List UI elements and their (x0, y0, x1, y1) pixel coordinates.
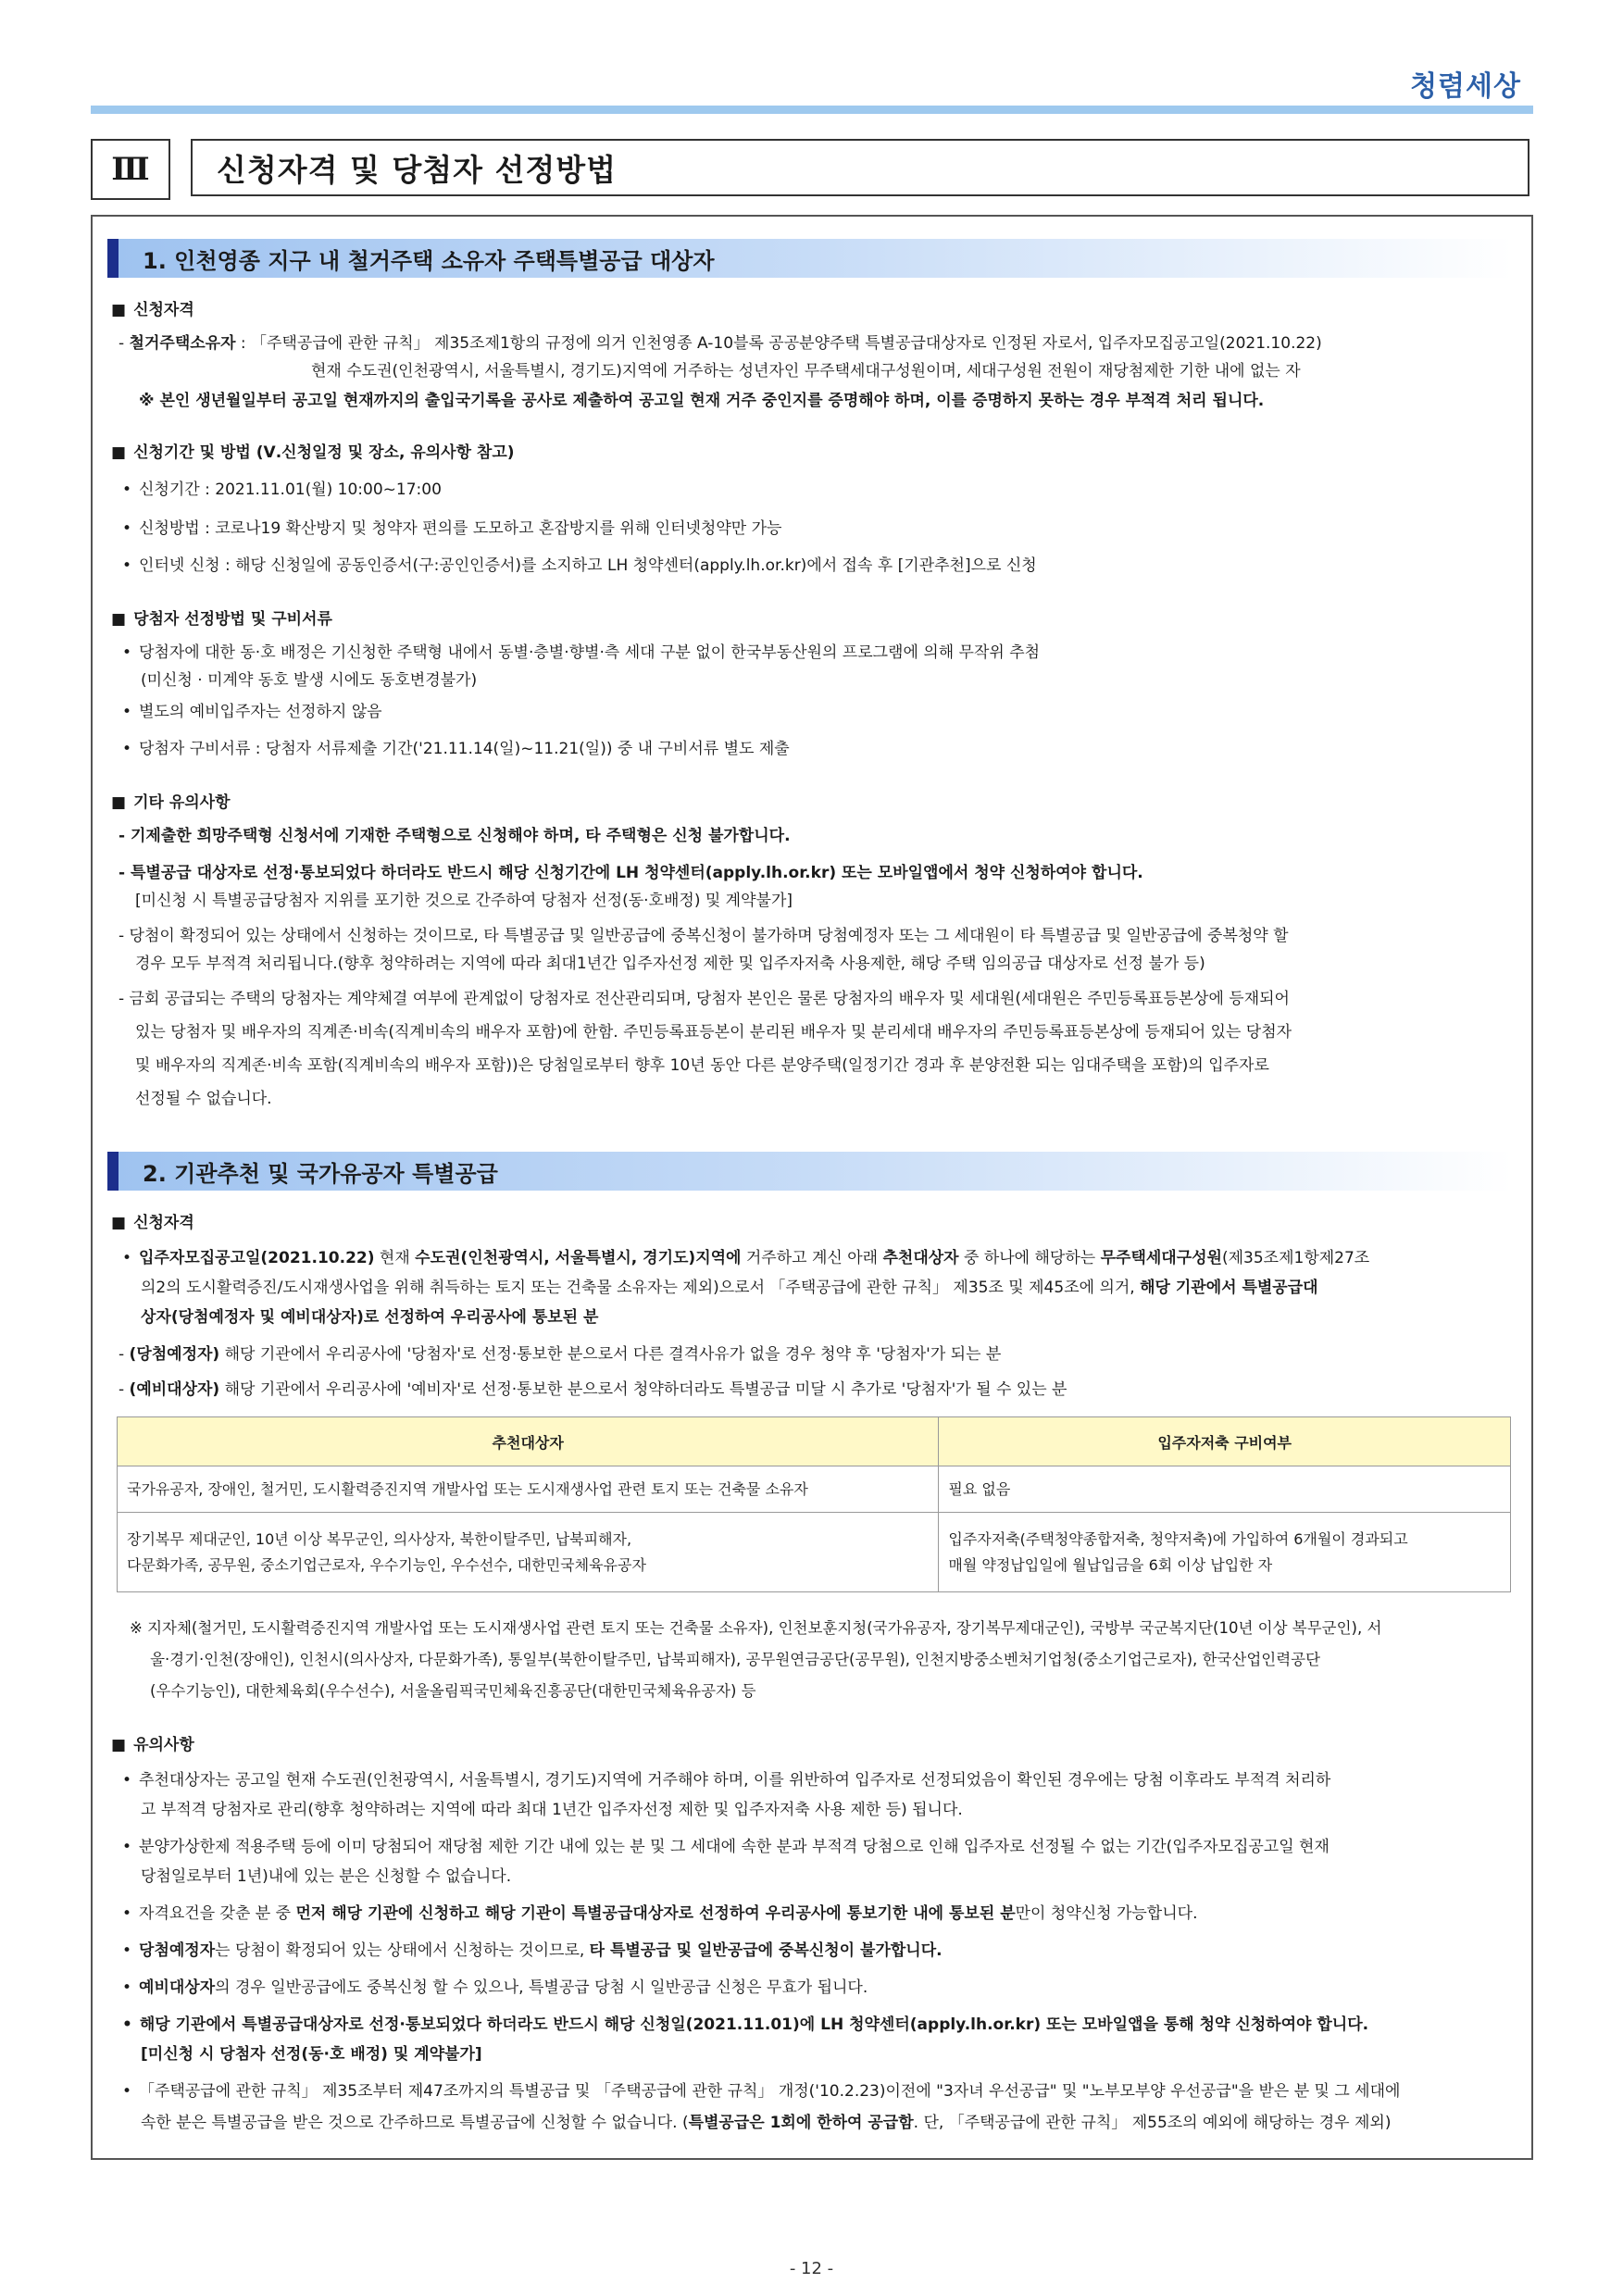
bold-text: 무주택세대구성원 (1100, 1249, 1222, 1267)
bold-text: (예비대상자) (129, 1380, 220, 1399)
s1-note: - 기제출한 희망주택형 신청서에 기재한 주택형으로 신청해야 하며, 타 주택형은 신청 불가합니다. (119, 827, 791, 845)
s1-note-sub: [미신청 시 특별공급당첨자 지위를 포기한 것으로 간주하여 당첨자 선정(동·호배정) 및 계약불가] (135, 892, 793, 910)
text: 만이 청약신청 가능합니다. (1015, 1904, 1198, 1923)
subsection-2-heading (107, 1152, 1513, 1191)
s2-reserve-def: - (예비대상자) 해당 기관에서 우리공사에 '예비자'로 선정·통보한 분으로서 청약하더라도 특별공급 미달 시 추가로 '당첨자'가 될 수 있는 분 (119, 1380, 1067, 1399)
cell-line: 다문화가족, 공무원, 중소기업근로자, 우수기능인, 우수선수, 대한민국체육유공자 (127, 1555, 646, 1574)
s1-period-item: • 신청방법 : 코로나19 확산방지 및 청약자 편의를 도모하고 혼잡방지를 위해 인터넷청약만 가능 (122, 515, 1529, 543)
s2-caution-cont (141, 2109, 1548, 2137)
table-cell (939, 1513, 1511, 1592)
s1-eligibility-label: ■ 신청자격 (111, 296, 1518, 324)
cell-line: 매월 약정납입일에 월납입금을 6회 이상 납입한 자 (948, 1555, 1273, 1574)
text: 중 하나에 해당하는 (958, 1249, 1101, 1267)
text: 자격요건을 갖춘 분 중 (139, 1904, 296, 1923)
s2-caution (122, 1937, 1529, 1965)
s2-caution (122, 1974, 1529, 2002)
text: 속한 분은 특별공급을 받은 것으로 간주하므로 특별공급에 신청할 수 없습니다. ( (141, 2114, 689, 2132)
heading-bar (107, 1152, 119, 1191)
s2-agency-note: ※ 지자체(철거민, 도시활력증진지역 개발사업 또는 도시재생사업 관련 토지 또는 건축물 소유자), 인천보훈지청(국가유공자, 장기복무제대군인), 국방부 국군복지단(10년 이상 복무군인), 서 (130, 1619, 1382, 1637)
s2-caution: • 해당 기관에서 특별공급대상자로 선정·통보되었다 하더라도 반드시 해당 신청일(2021.11.01)에 LH 청약센터(apply.lh.or.kr) 또는 모바일앱을 통해 청약 신청하여야 합니다. (122, 2011, 1529, 2039)
s1-note: - 특별공급 대상자로 선정·통보되었다 하더라도 반드시 해당 신청기간에 LH 청약센터(apply.lh.or.kr) 또는 모바일앱에서 청약 신청하여야 합니다. (119, 864, 1143, 882)
s1-selection-label: ■ 당첨자 선정방법 및 구비서류 (111, 605, 1518, 633)
dash: - (119, 334, 130, 353)
text: 해당 기관에서 우리공사에 '당첨자'로 선정·통보한 분으로서 다른 결격사유가 없을 경우 청약 후 '당첨자'가 되는 분 (219, 1345, 1002, 1364)
s2-caution: • 추천대상자는 공고일 현재 수도권(인천광역시, 서울특별시, 경기도)지역에 거주해야 하며, 이를 위반하여 입주자로 선정되었음이 확인된 경우에는 당첨 이후라도 부적격 처리하 (122, 1766, 1529, 1794)
s1-period-item: • 인터넷 신청 : 해당 신청일에 공동인증서(구:공인인증서)를 소지하고 LH 청약센터(apply.lh.or.kr)에서 접속 후 [기관추천]으로 신청 (122, 552, 1529, 580)
section-header (91, 139, 1533, 200)
s2-eligibility-line-2 (141, 1274, 1548, 1302)
s2-eligibility-line-3: 상자(당첨예정자 및 예비대상자)로 선정하여 우리공사에 통보된 분 (141, 1308, 599, 1327)
s1-period-label: ■ 신청기간 및 방법 (Ⅴ.신청일정 및 장소, 유의사항 참고) (111, 439, 1518, 467)
s1-note: - 당첨이 확정되어 있는 상태에서 신청하는 것이므로, 타 특별공급 및 일반공급에 중복신청이 불가하며 당첨예정자 또는 그 세대원이 타 특별공급 및 일반공급에 중복청약 할 (119, 927, 1289, 945)
s1-note-cont: 선정될 수 없습니다. (135, 1090, 272, 1108)
s2-caution-label: ■ 유의사항 (111, 1731, 1518, 1759)
s1-period-item: • 신청기간 : 2021.11.01(월) 10:00~17:00 (122, 476, 1529, 504)
page-number: - 12 - (789, 2259, 834, 2278)
s2-caution-cont: 당첨일로부터 1년)내에 있는 분은 신청할 수 없습니다. (141, 1867, 512, 1886)
s2-caution-cont: 고 부적격 당첨자로 관리(향후 청약하려는 지역에 따라 최대 1년간 입주자선정 제한 및 입주자저축 사용 제한 등) 됩니다. (141, 1801, 963, 1819)
bold-text: 수도권(인천광역시, 서울특별시, 경기도)지역에 (415, 1249, 742, 1267)
bold-text: 타 특별공급 및 일반공급에 중복신청이 불가합니다. (589, 1941, 943, 1960)
s2-caution: • 분양가상한제 적용주택 등에 이미 당첨되어 재당첨 제한 기간 내에 있는 분 및 그 세대에 속한 분과 부적격 당첨으로 인해 입주자로 선정될 수 없는 기간(입주자모집공고일 현재 (122, 1833, 1529, 1861)
text: . 단, 「주택공급에 관한 규칙」 제55조의 예외에 해당하는 경우 제외) (913, 2114, 1392, 2132)
s1-selection-item: • 별도의 예비입주자는 선정하지 않음 (122, 698, 1529, 726)
logo-text: 청렴세상 (1410, 70, 1521, 103)
logo (1410, 63, 1521, 104)
s2-caution-cont: [미신청 시 당첨자 선정(동·호 배정) 및 계약불가] (141, 2045, 482, 2064)
text: 의 경우 일반공급에도 중복신청 할 수 있으나, 특별공급 당첨 시 일반공급 신청은 무효가 됩니다. (215, 1978, 868, 1997)
table-header: 입주자저축 구비여부 (939, 1417, 1511, 1466)
recommendation-table (117, 1416, 1511, 1592)
s2-agency-note-cont: (우수기능인), 대한체육회(우수선수), 서울올림픽국민체육진흥공단(대한민국체육유공자) 등 (150, 1682, 756, 1700)
bold-text: 먼저 해당 기관에 신청하고 해당 기관이 특별공급대상자로 선정하여 우리공사에 통보기한 내에 통보된 분 (295, 1904, 1016, 1923)
text: 거주하고 계신 아래 (741, 1249, 883, 1267)
top-rule (91, 106, 1533, 114)
s1-selection-item: • 당첨자 구비서류 : 당첨자 서류제출 기간('21.11.14(일)~11.21(일)) 중 내 구비서류 별도 제출 (122, 735, 1529, 763)
text: 는 당첨이 확정되어 있는 상태에서 신청하는 것이므로, (215, 1941, 590, 1960)
s1-eligibility-desc: : 「주택공급에 관한 규칙」 제35조제1항의 규정에 의거 인천영종 A-10블록 공공분양주택 특별공급대상자로 인정된 자로서, 입주자모집공고일(2021.10.22) (235, 334, 1322, 353)
s1-selection-item-sub: (미신청 · 미계약 동호 발생 시에도 동호변경불가) (141, 671, 478, 690)
table-row (118, 1513, 1511, 1592)
s2-caution (122, 1900, 1529, 1928)
subsection-1-title: 1. 인천영종 지구 내 철거주택 소유자 주택특별공급 대상자 (119, 239, 1513, 278)
s2-eligibility-label: ■ 신청자격 (111, 1209, 1518, 1237)
s1-note-cont: 있는 당첨자 및 배우자의 직계존·비속(직계비속의 배우자 포함)에 한함. 주민등록표등본이 분리된 배우자 및 분리세대 배우자의 주민등록표등본상에 등재되어 있는 당첨자 (135, 1023, 1292, 1042)
cell-line: 장기복무 제대군인, 10년 이상 복무군인, 의사상자, 북한이탈주민, 납북피해자, (127, 1529, 632, 1548)
heading-bar (107, 239, 119, 278)
bold-text: 추천대상자 (882, 1249, 959, 1267)
s2-caution: • 「주택공급에 관한 규칙」 제35조부터 제47조까지의 특별공급 및 「주택공급에 관한 규칙」 개정('10.2.23)이전에 "3자녀 우선공급" 및 "노부모부양 우선공급"을 받은 분 및 그 세대에 (122, 2078, 1529, 2105)
table-cell: 국가유공자, 장애인, 철거민, 도시활력증진지역 개발사업 또는 도시재생사업 관련 토지 또는 건축물 소유자 (118, 1466, 939, 1513)
section-title: 신청자격 및 당첨자 선정방법 (191, 139, 1529, 196)
subsection-2-title: 2. 기관추천 및 국가유공자 특별공급 (119, 1152, 1513, 1191)
table-header: 추천대상자 (118, 1417, 939, 1466)
text: 현재 (374, 1249, 416, 1267)
s1-eligibility-term: 철거주택소유자 (129, 334, 236, 353)
bold-text: 특별공급은 1회에 한하여 공급함 (688, 2114, 914, 2132)
table-row (118, 1466, 1511, 1513)
s2-agency-note-cont: 울·경기·인천(장애인), 인천시(의사상자, 다문화가족), 통일부(북한이탈주민, 납북피해자), 공무원연금공단(공무원), 인천지방중소벤처기업청(중소기업근로자), 한국산업인력공단 (150, 1651, 1321, 1668)
text: 해당 기관에서 우리공사에 '예비자'로 선정·통보한 분으로서 청약하더라도 특별공급 미달 시 추가로 '당첨자'가 될 수 있는 분 (219, 1380, 1067, 1399)
text: 의2의 도시활력증진/도시재생사업을 위해 취득하는 토지 또는 건축물 소유자는 제외)으로서 「주택공급에 관한 규칙」 제35조 및 제45조에 의거, (141, 1279, 1141, 1297)
section-number: Ⅲ (91, 139, 170, 200)
bold-text: 해당 기관에서 특별공급대 (1140, 1279, 1318, 1297)
bold-text: 당첨예정자 (139, 1941, 216, 1960)
s1-eligibility-line-1 (119, 330, 1526, 357)
s1-note: - 금회 공급되는 주택의 당첨자는 계약체결 여부에 관계없이 당첨자로 전산관리되며, 당첨자 본인은 물론 당첨자의 배우자 및 세대원(세대원은 주민등록표등본상에 등재되어 (119, 990, 1290, 1008)
text: (제35조제1항제27조 (1221, 1249, 1370, 1267)
content-panel (91, 215, 1533, 2160)
table-cell (118, 1513, 939, 1592)
bold-text: 입주자모집공고일(2021.10.22) (139, 1249, 375, 1267)
subsection-1-heading (107, 239, 1513, 278)
table-cell: 필요 없음 (939, 1466, 1511, 1513)
s1-note-cont: 및 배우자의 직계존·비속 포함(직계비속의 배우자 포함))은 당첨일로부터 향후 10년 동안 다른 분양주택(일정기간 경과 후 분양전환 되는 임대주택을 포함)의 입주자로 (135, 1056, 1269, 1075)
s1-notes-label: ■ 기타 유의사항 (111, 789, 1518, 817)
table-header-row (118, 1417, 1511, 1466)
bold-text: (당첨예정자) (129, 1345, 220, 1364)
bold-text: 예비대상자 (139, 1978, 216, 1997)
s1-eligibility-line-2: 현재 수도권(인천광역시, 서울특별시, 경기도)지역에 거주하는 성년자인 무주택세대구성원이며, 세대구성원 전원이 재당첨제한 기한 내에 없는 자 (311, 362, 1301, 381)
cell-line: 입주자저축(주택청약종합저축, 청약저축)에 가입하여 6개월이 경과되고 (948, 1529, 1408, 1548)
s2-eligibility-line-1 (122, 1244, 1529, 1272)
s2-winner-def: - (당첨예정자) 해당 기관에서 우리공사에 '당첨자'로 선정·통보한 분으로서 다른 결격사유가 없을 경우 청약 후 '당첨자'가 되는 분 (119, 1345, 1002, 1364)
s1-eligibility-note: ※ 본인 생년월일부터 공고일 현재까지의 출입국기록을 공사로 제출하여 공고일 현재 거주 중인지를 증명해야 하며, 이를 증명하지 못하는 경우 부적격 처리 됩니다. (139, 392, 1265, 410)
s1-selection-item: • 당첨자에 대한 동·호 배정은 기신청한 주택형 내에서 동별·층별·향별·측 세대 구분 없이 한국부동산원의 프로그램에 의해 무작위 추첨 (122, 639, 1529, 667)
s1-note-cont: 경우 모두 부적격 처리됩니다.(향후 청약하려는 지역에 따라 최대1년간 입주자선정 제한 및 입주자저축 사용제한, 해당 주택 임의공급 대상자로 선정 불가 등) (135, 955, 1205, 973)
